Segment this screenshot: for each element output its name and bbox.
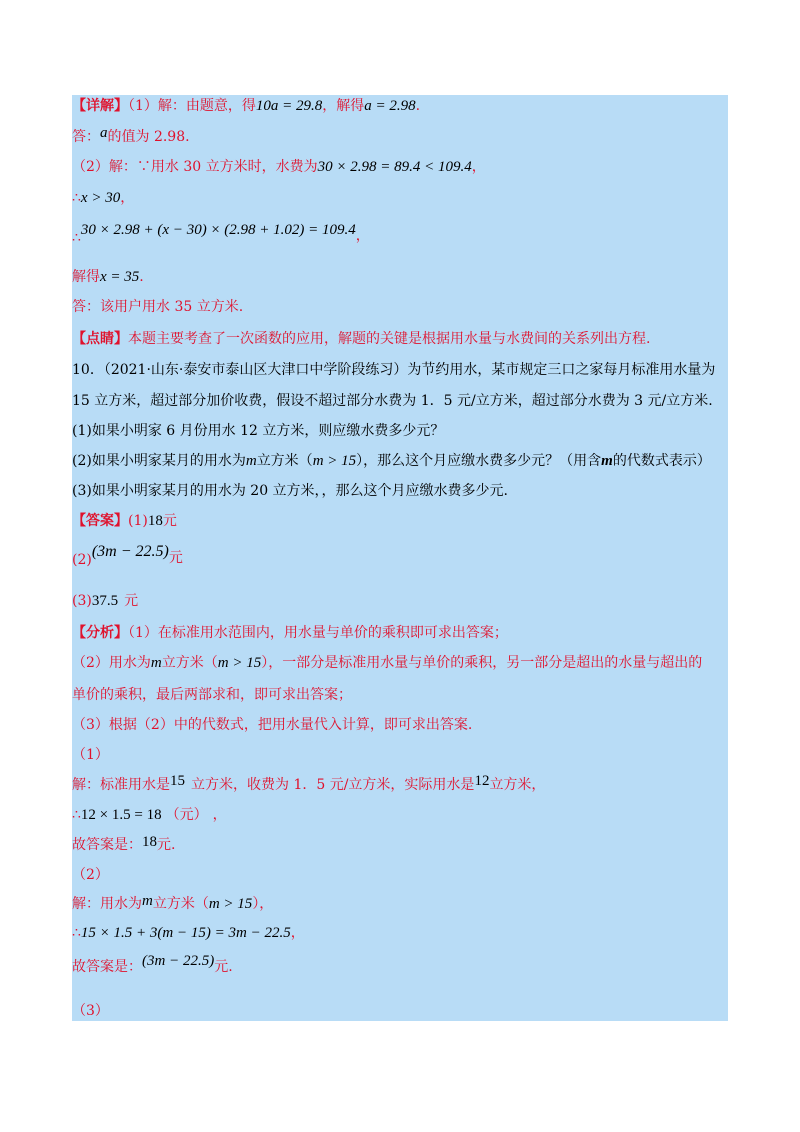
text: (2)如果小明家某月的用水为 <box>72 453 246 469</box>
detail-tag: 【详解】 <box>72 98 128 114</box>
text: (2) <box>72 552 92 568</box>
text: ），一部分是标准用水量与单价的乘积，另一部分是超出的水量与超出的 <box>261 655 703 671</box>
solution-part-2-line-3 <box>72 953 233 976</box>
analysis-line-4: （3）根据（2）中的代数式，把用水量代入计算，即可求出答案. <box>72 717 473 733</box>
text: 元 <box>168 550 183 566</box>
answer-line-1 <box>72 512 177 530</box>
solution-part-1-heading: （1） <box>72 747 109 763</box>
text: 解得 <box>72 269 100 285</box>
comment-line <box>72 330 650 348</box>
solution-answer: 答：该用户用水 35 立方米. <box>72 299 244 315</box>
math-expression: (3m − 22.5) <box>91 543 169 560</box>
text: 故答案是： <box>72 959 142 975</box>
text: 本题主要考查了一次函数的应用，解题的关键是根据用水量与水费间的关系列出方程. <box>128 331 651 347</box>
therefore-symbol: ∴ <box>72 807 81 823</box>
text: (3) <box>72 593 92 609</box>
math-expression: m > 15 <box>208 896 253 912</box>
math-expression: x > 30 <box>80 190 121 206</box>
math-expression: 30 × 2.98 + (x − 30) × (2.98 + 1.02) = 109.4 <box>80 222 356 238</box>
question-10-line-1: 10．（2021·山东·泰安市泰山区大津口中学阶段练习）为节约用水，某市规定三口之家每月标准用水量为 <box>72 362 716 378</box>
text: ），那么这个月应缴水费多少元？（用含 <box>356 453 602 469</box>
text: （2）解：∵用水 30 立方米时，水费为 <box>72 159 318 175</box>
solution-line-5 <box>72 218 370 246</box>
answer-tag: 【答案】 <box>72 513 128 529</box>
text: 元. <box>214 959 233 975</box>
text: 立方米（ <box>256 453 313 469</box>
solution-part-1-line-2 <box>72 806 227 824</box>
solution-part-3-heading: （3） <box>72 1003 109 1019</box>
text: . <box>415 98 421 114</box>
solution-line-4 <box>72 189 134 207</box>
text: ， <box>212 807 227 823</box>
math-variable: a <box>100 125 108 141</box>
analysis-line-3: 单价的乘积，最后两部求和，即可求出答案； <box>72 687 352 703</box>
text: ， <box>355 228 370 244</box>
text: ， <box>471 159 486 175</box>
math-expression: a = 2.98 <box>364 98 416 114</box>
solution-part-2-line-2 <box>72 924 305 942</box>
text: (1) <box>128 513 148 529</box>
text: 元 <box>124 593 139 609</box>
text: 元. <box>157 837 176 853</box>
math-expression: m > 15 <box>312 453 357 469</box>
text: 立方米（ <box>152 896 209 912</box>
solution-line-6 <box>72 268 144 286</box>
math-expression: 10a = 29.8 <box>255 98 323 114</box>
solution-part-1-line-1 <box>72 773 546 794</box>
text: 解：标准用水是 <box>72 777 170 793</box>
text: ， <box>120 190 135 206</box>
text: ， <box>290 925 305 941</box>
math-number: 15 <box>170 773 185 789</box>
text: 解：用水为 <box>72 896 142 912</box>
question-10-part-3: (3)如果小明家某月的用水为 20 立方米，，那么这个月应缴水费多少元. <box>72 483 508 499</box>
text: 答： <box>72 129 100 145</box>
text: 立方米（ <box>161 655 218 671</box>
math-number: 37.5 <box>91 593 119 609</box>
text: ）， <box>252 896 274 912</box>
text: 故答案是： <box>72 837 142 853</box>
text: ，解得 <box>322 98 365 114</box>
analysis-tag: 【分析】 <box>72 625 128 641</box>
math-expression: (3m − 22.5) <box>142 953 215 969</box>
text: （元） <box>165 807 201 823</box>
math-variable: m <box>245 453 257 469</box>
answer-line-2 <box>72 540 183 568</box>
solution-line-2 <box>72 125 190 146</box>
text: （1）在标准用水范围内，用水量与单价的乘积即可求出答案； <box>128 625 508 641</box>
question-10-part-2 <box>72 452 711 470</box>
text: （2）用水为 <box>72 655 151 671</box>
text: 的值为 2.98. <box>107 129 190 145</box>
math-number: 18 <box>147 513 163 529</box>
math-variable: m <box>601 453 613 469</box>
math-number: 18 <box>142 834 157 850</box>
text: 立方米， <box>489 777 546 793</box>
solution-part-2-heading: （2） <box>72 867 109 883</box>
math-expression: m > 15 <box>217 655 262 671</box>
text: 元 <box>162 513 177 529</box>
math-variable: m <box>150 655 162 671</box>
analysis-line-2 <box>72 654 702 672</box>
text: （1）解：由题意，得 <box>128 98 256 114</box>
text: 立方米，收费为 1．5 元/立方米，实际用水是 <box>191 777 475 793</box>
solution-line-3 <box>72 158 486 176</box>
solution-line-1 <box>72 97 420 115</box>
solution-part-2-line-1 <box>72 895 273 913</box>
question-10-line-2: 15 立方米，超过部分加价收费，假设不超过部分水费为 1．5 元/立方米，超过部分水费为 3 元/立方米. <box>72 393 713 409</box>
math-expression: x = 35 <box>100 269 140 285</box>
math-expression: 30 × 2.98 = 89.4 < 109.4 <box>317 159 472 175</box>
math-expression: 15 × 1.5 + 3(m − 15) = 3m − 22.5 <box>80 925 291 941</box>
therefore-symbol: ∴ <box>72 230 81 246</box>
analysis-line-1 <box>72 624 508 642</box>
therefore-symbol: ∴ <box>72 925 81 941</box>
text: 的代数式表示） <box>612 453 711 469</box>
therefore-symbol: ∴ <box>72 190 81 206</box>
solution-part-1-line-3 <box>72 836 175 854</box>
math-expression: 12 × 1.5 = 18 <box>80 807 162 823</box>
question-10-part-1: (1)如果小明家 6 月份用水 12 立方米，则应缴水费多少元？ <box>72 423 445 439</box>
text: . <box>139 269 144 285</box>
comment-tag: 【点睛】 <box>72 331 128 347</box>
math-number: 12 <box>474 773 490 789</box>
math-variable: m <box>142 893 153 909</box>
answer-line-3 <box>72 592 138 610</box>
